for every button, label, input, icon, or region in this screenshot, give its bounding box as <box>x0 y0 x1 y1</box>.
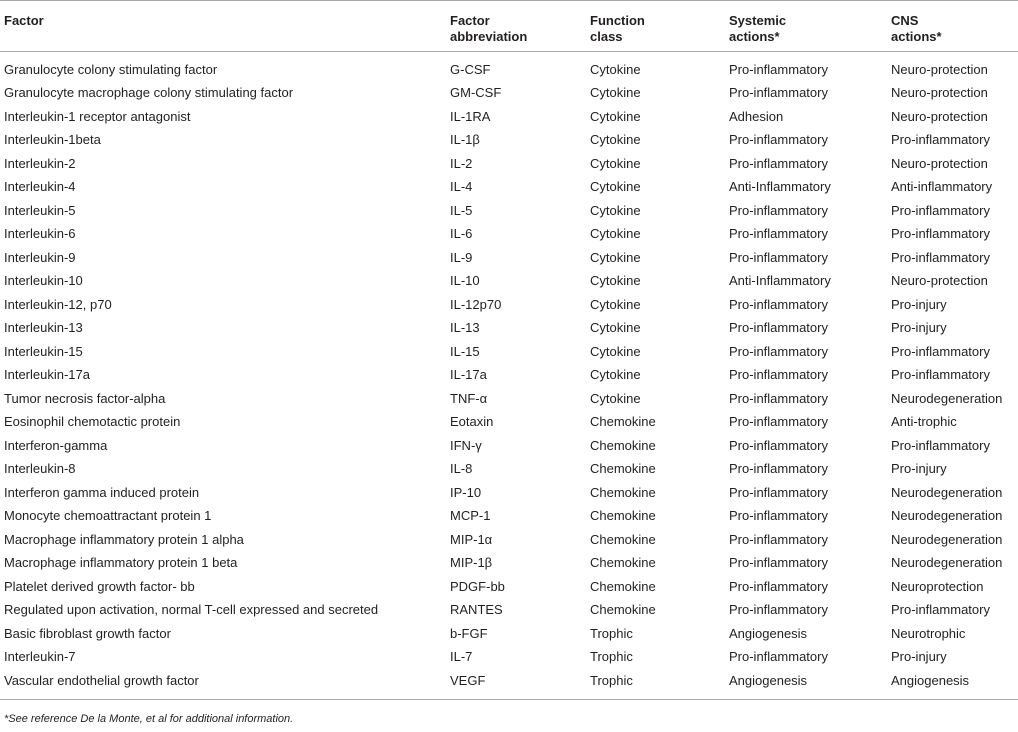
cell-cns-actions: Neurodegeneration <box>891 555 1003 571</box>
cell-cns-actions: Neuro-protection <box>891 273 988 289</box>
table-footnote: *See reference De la Monte, et al for additional information. <box>4 713 294 725</box>
table-row <box>0 552 1018 576</box>
cell-abbreviation: IL-2 <box>450 155 473 171</box>
cell-cns-actions: Pro-inflammatory <box>891 249 990 265</box>
cell-function-class: Cytokine <box>590 249 641 265</box>
cell-factor: Interleukin-1 receptor antagonist <box>4 108 191 124</box>
cell-systemic-actions: Pro-inflammatory <box>729 132 828 148</box>
cell-systemic-actions: Pro-inflammatory <box>729 202 828 218</box>
cell-function-class: Cytokine <box>590 61 641 77</box>
cell-factor: Interleukin-9 <box>4 249 76 265</box>
table-body <box>0 52 1018 700</box>
cell-factor: Interleukin-2 <box>4 155 76 171</box>
cell-function-class: Chemokine <box>590 602 656 618</box>
cell-cns-actions: Neuro-protection <box>891 155 988 171</box>
cell-cns-actions: Neurodegeneration <box>891 484 1003 500</box>
cell-function-class: Cytokine <box>590 85 641 101</box>
table-row <box>0 52 1018 82</box>
cell-factor: Granulocyte macrophage colony stimulating factor <box>4 85 294 101</box>
cell-function-class: Cytokine <box>590 132 641 148</box>
header-function-class: Function class <box>590 13 645 44</box>
header-factor-abbreviation: Factor abbreviation <box>450 13 528 44</box>
cell-systemic-actions: Adhesion <box>729 108 784 124</box>
table-row <box>0 622 1018 646</box>
table-row <box>0 481 1018 505</box>
cell-function-class: Chemokine <box>590 578 656 594</box>
table-row <box>0 223 1018 247</box>
cell-cns-actions: Neurodegeneration <box>891 508 1003 524</box>
cell-factor: Regulated upon activation, normal T-cell expressed and secreted <box>4 602 379 618</box>
header-row <box>0 1 1018 52</box>
cell-abbreviation: IL-5 <box>450 202 473 218</box>
cell-cns-actions: Angiogenesis <box>891 672 970 688</box>
cell-cns-actions: Pro-injury <box>891 296 947 312</box>
cell-factor: Vascular endothelial growth factor <box>4 672 199 688</box>
cell-systemic-actions: Pro-inflammatory <box>729 602 828 618</box>
cell-cns-actions: Neurotrophic <box>891 625 966 641</box>
cell-abbreviation: IFN-γ <box>450 437 482 453</box>
cell-function-class: Chemokine <box>590 437 656 453</box>
cell-factor: Interleukin-8 <box>4 461 76 477</box>
cell-cns-actions: Neurodegeneration <box>891 390 1003 406</box>
table-row <box>0 293 1018 317</box>
cell-abbreviation: IL-12p70 <box>450 296 502 312</box>
cell-function-class: Chemokine <box>590 508 656 524</box>
cell-factor: Monocyte chemoattractant protein 1 <box>4 508 212 524</box>
cell-systemic-actions: Anti-Inflammatory <box>729 273 831 289</box>
table-header <box>0 1 1018 52</box>
cell-factor: Interleukin-5 <box>4 202 76 218</box>
cell-factor: Interleukin-17a <box>4 367 90 383</box>
cell-abbreviation: TNF-α <box>450 390 488 406</box>
cell-factor: Macrophage inflammatory protein 1 beta <box>4 555 238 571</box>
cell-systemic-actions: Pro-inflammatory <box>729 296 828 312</box>
header-systemic-actions: Systemic actions* <box>729 13 787 44</box>
cell-abbreviation: IL-13 <box>450 320 480 336</box>
cell-systemic-actions: Pro-inflammatory <box>729 555 828 571</box>
cell-function-class: Chemokine <box>590 484 656 500</box>
cell-abbreviation: G-CSF <box>450 61 491 77</box>
cell-factor: Interleukin-1beta <box>4 132 101 148</box>
cell-function-class: Chemokine <box>590 461 656 477</box>
cell-cns-actions: Pro-inflammatory <box>891 602 990 618</box>
cell-function-class: Cytokine <box>590 367 641 383</box>
cell-abbreviation: VEGF <box>450 672 486 688</box>
cell-function-class: Cytokine <box>590 390 641 406</box>
cell-cns-actions: Anti-trophic <box>891 414 957 430</box>
cell-factor: Interleukin-7 <box>4 649 76 665</box>
cell-systemic-actions: Angiogenesis <box>729 672 808 688</box>
cell-systemic-actions: Pro-inflammatory <box>729 578 828 594</box>
table-row <box>0 82 1018 106</box>
cell-cns-actions: Pro-inflammatory <box>891 226 990 242</box>
cell-cns-actions: Neuro-protection <box>891 61 988 77</box>
cell-cns-actions: Pro-injury <box>891 649 947 665</box>
cell-abbreviation: IP-10 <box>450 484 482 500</box>
cell-abbreviation: b-FGF <box>450 625 488 641</box>
cell-abbreviation: IL-15 <box>450 343 480 359</box>
cell-function-class: Chemokine <box>590 555 656 571</box>
cell-factor: Platelet derived growth factor- bb <box>4 578 195 594</box>
cell-factor: Interleukin-10 <box>4 273 83 289</box>
table-row <box>0 246 1018 270</box>
cell-factor: Interleukin-13 <box>4 320 83 336</box>
cell-systemic-actions: Pro-inflammatory <box>729 155 828 171</box>
header-cns-actions: CNS actions* <box>891 13 942 44</box>
cell-systemic-actions: Pro-inflammatory <box>729 85 828 101</box>
cell-factor: Interferon-gamma <box>4 437 108 453</box>
cell-systemic-actions: Pro-inflammatory <box>729 508 828 524</box>
cell-factor: Interferon gamma induced protein <box>4 484 200 500</box>
table-row <box>0 364 1018 388</box>
table-row <box>0 458 1018 482</box>
cell-abbreviation: IL-4 <box>450 179 473 195</box>
cell-abbreviation: IL-6 <box>450 226 473 242</box>
cell-function-class: Trophic <box>590 625 633 641</box>
cell-factor: Tumor necrosis factor-alpha <box>4 390 166 406</box>
table-row <box>0 434 1018 458</box>
cell-systemic-actions: Anti-Inflammatory <box>729 179 831 195</box>
cell-systemic-actions: Pro-inflammatory <box>729 320 828 336</box>
cell-abbreviation: IL-1β <box>450 132 480 148</box>
cell-function-class: Trophic <box>590 672 633 688</box>
cell-systemic-actions: Pro-inflammatory <box>729 461 828 477</box>
cell-factor: Granulocyte colony stimulating factor <box>4 61 218 77</box>
table-row <box>0 387 1018 411</box>
cell-function-class: Chemokine <box>590 531 656 547</box>
table-row <box>0 199 1018 223</box>
cell-systemic-actions: Pro-inflammatory <box>729 367 828 383</box>
cell-abbreviation: IL-8 <box>450 461 473 477</box>
cell-cns-actions: Neuro-protection <box>891 85 988 101</box>
cell-abbreviation: RANTES <box>450 602 503 618</box>
cell-systemic-actions: Pro-inflammatory <box>729 484 828 500</box>
cell-factor: Interleukin-4 <box>4 179 76 195</box>
cell-systemic-actions: Pro-inflammatory <box>729 390 828 406</box>
cell-function-class: Cytokine <box>590 226 641 242</box>
cell-systemic-actions: Pro-inflammatory <box>729 61 828 77</box>
table-row <box>0 152 1018 176</box>
cell-systemic-actions: Pro-inflammatory <box>729 414 828 430</box>
cell-cns-actions: Pro-inflammatory <box>891 437 990 453</box>
cell-cns-actions: Pro-injury <box>891 320 947 336</box>
cell-abbreviation: IL-7 <box>450 649 473 665</box>
cell-factor: Interleukin-12, p70 <box>4 296 112 312</box>
cell-abbreviation: GM-CSF <box>450 85 502 101</box>
header-factor: Factor <box>4 13 44 28</box>
cell-factor: Eosinophil chemotactic protein <box>4 414 181 430</box>
table-row <box>0 340 1018 364</box>
cell-systemic-actions: Pro-inflammatory <box>729 343 828 359</box>
table-row <box>0 646 1018 670</box>
cell-function-class: Trophic <box>590 649 633 665</box>
cell-factor: Interleukin-15 <box>4 343 83 359</box>
cell-systemic-actions: Pro-inflammatory <box>729 249 828 265</box>
cell-cns-actions: Pro-injury <box>891 461 947 477</box>
table-row <box>0 129 1018 153</box>
cell-abbreviation: Eotaxin <box>450 414 494 430</box>
cell-abbreviation: IL-10 <box>450 273 480 289</box>
table-row <box>0 505 1018 529</box>
table-row <box>0 411 1018 435</box>
cell-cns-actions: Pro-inflammatory <box>891 367 990 383</box>
cell-function-class: Cytokine <box>590 273 641 289</box>
cell-cns-actions: Neuro-protection <box>891 108 988 124</box>
cell-function-class: Chemokine <box>590 414 656 430</box>
cell-function-class: Cytokine <box>590 320 641 336</box>
table-row <box>0 575 1018 599</box>
cell-abbreviation: MIP-1β <box>450 555 493 571</box>
table-row <box>0 105 1018 129</box>
cell-systemic-actions: Pro-inflammatory <box>729 531 828 547</box>
cell-function-class: Cytokine <box>590 155 641 171</box>
cell-function-class: Cytokine <box>590 179 641 195</box>
cell-systemic-actions: Angiogenesis <box>729 625 808 641</box>
cell-abbreviation: IL-1RA <box>450 108 491 124</box>
table-row <box>0 669 1018 699</box>
cell-abbreviation: IL-17a <box>450 367 487 383</box>
cell-abbreviation: IL-9 <box>450 249 473 265</box>
cell-function-class: Cytokine <box>590 296 641 312</box>
table-row <box>0 599 1018 623</box>
cell-cns-actions: Neuroprotection <box>891 578 984 594</box>
cell-factor: Macrophage inflammatory protein 1 alpha <box>4 531 244 547</box>
cell-abbreviation: MIP-1α <box>450 531 493 547</box>
cell-function-class: Cytokine <box>590 202 641 218</box>
cell-cns-actions: Pro-inflammatory <box>891 202 990 218</box>
cell-systemic-actions: Pro-inflammatory <box>729 649 828 665</box>
table-row <box>0 270 1018 294</box>
cell-systemic-actions: Pro-inflammatory <box>729 226 828 242</box>
cell-abbreviation: MCP-1 <box>450 508 491 524</box>
cell-factor: Interleukin-6 <box>4 226 76 242</box>
cell-cns-actions: Anti-inflammatory <box>891 179 993 195</box>
cell-abbreviation: PDGF-bb <box>450 578 505 594</box>
cell-function-class: Cytokine <box>590 108 641 124</box>
cell-cns-actions: Neurodegeneration <box>891 531 1003 547</box>
cell-function-class: Cytokine <box>590 343 641 359</box>
cell-cns-actions: Pro-inflammatory <box>891 343 990 359</box>
cell-systemic-actions: Pro-inflammatory <box>729 437 828 453</box>
cell-factor: Basic fibroblast growth factor <box>4 625 171 641</box>
cell-cns-actions: Pro-inflammatory <box>891 132 990 148</box>
table-row <box>0 317 1018 341</box>
table-row <box>0 528 1018 552</box>
table-row <box>0 176 1018 200</box>
